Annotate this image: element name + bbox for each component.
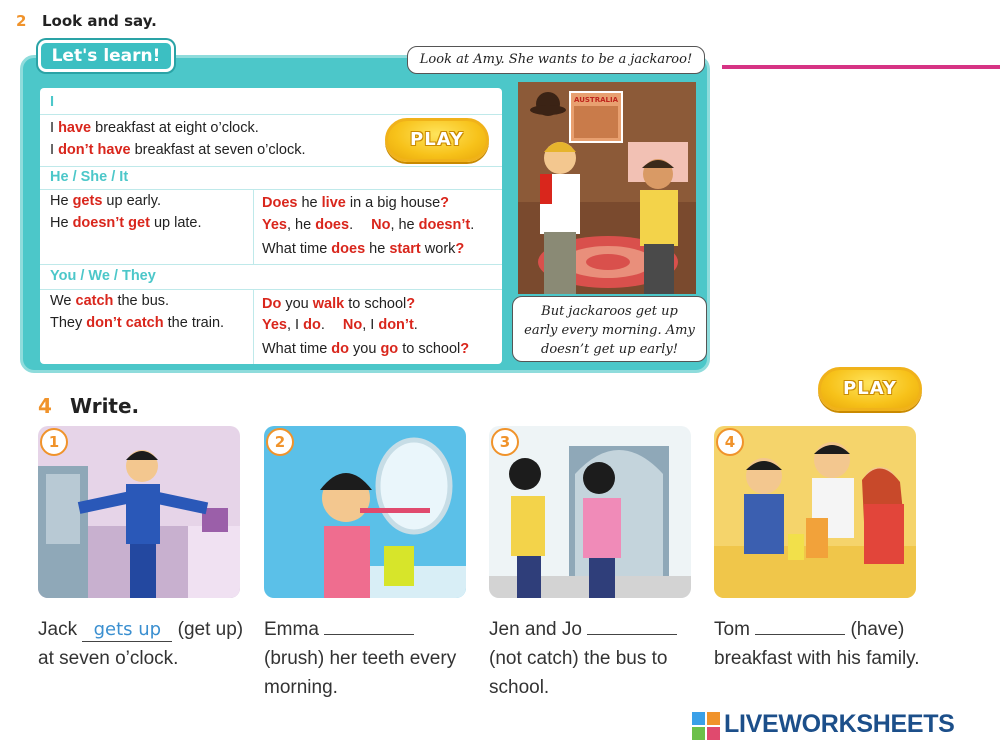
subject-heading-you-we-they: You / We / They — [50, 268, 156, 284]
example-line: We catch the bus. — [50, 293, 170, 309]
poster-text: AUSTRALIA — [574, 96, 618, 104]
logo-icon — [692, 712, 720, 740]
divider — [40, 189, 502, 190]
exercise-number: 3 — [491, 428, 519, 456]
play-button[interactable]: PLAY — [818, 367, 922, 411]
answer-line: Yes, I do. No, I don’t. — [262, 317, 418, 333]
exercise-image-4 — [714, 426, 916, 598]
liveworksheets-logo — [690, 708, 990, 742]
answer-field-3[interactable] — [587, 634, 677, 635]
divider — [40, 166, 502, 167]
exercise-sentence-4: Tom (have) breakfast with his family. — [714, 619, 920, 669]
section-title: Write. — [70, 394, 140, 418]
question-line: Does he live in a big house? — [262, 195, 450, 211]
question-line: What time does he start work? — [262, 241, 465, 257]
example-line: I have breakfast at eight o’clock. — [50, 120, 259, 136]
exercise-number: 4 — [716, 428, 744, 456]
lets-learn-tab: Let's learn! — [38, 40, 174, 72]
example-line: They don’t catch the train. — [50, 315, 225, 331]
exercise-sentence-1: Jack gets up (get up) at seven o’clock. — [38, 619, 244, 669]
divider — [253, 189, 254, 264]
exercise-sentence-2: Emma (brush) her teeth every morning. — [264, 619, 457, 698]
exercise-image-1 — [38, 426, 240, 598]
question-line: What time do you go to school? — [262, 341, 470, 357]
divider — [253, 289, 254, 364]
section-title: Look and say. — [42, 12, 157, 30]
exercise-sentence-3: Jen and Jo (not catch) the bus to school. — [489, 615, 704, 702]
answer-field-1[interactable]: gets up — [82, 619, 172, 642]
answer-field-2[interactable] — [324, 634, 414, 635]
example-line: He gets up early. — [50, 193, 161, 209]
example-line: He doesn’t get up late. — [50, 215, 202, 231]
subject-heading-he-she-it: He / She / It — [50, 169, 129, 185]
divider — [40, 289, 502, 290]
speech-bubble-bottom: But jackaroos get up early every morning. Amy doesn’t get up early! — [512, 296, 707, 362]
brand-text: LIVEWORKSHEETS — [724, 710, 955, 738]
divider — [40, 264, 502, 265]
section-number: 2 — [16, 12, 27, 30]
story-illustration — [518, 82, 696, 294]
section-number: 4 — [38, 394, 52, 418]
exercise-image-3 — [489, 426, 691, 598]
exercise-number: 2 — [266, 428, 294, 456]
exercise-number: 1 — [40, 428, 68, 456]
answer-line: Yes, he does. No, he doesn’t. — [262, 217, 475, 233]
play-button[interactable]: PLAY — [385, 118, 489, 162]
decorative-line — [722, 65, 1000, 69]
divider — [40, 114, 502, 115]
speech-bubble-top: Look at Amy. She wants to be a jackaroo! — [407, 46, 705, 74]
question-line: Do you walk to school? — [262, 296, 416, 312]
example-line: I don’t have breakfast at seven o’clock. — [50, 142, 306, 158]
exercise-image-2 — [264, 426, 466, 598]
subject-heading-i: I — [50, 94, 55, 110]
answer-field-4[interactable] — [755, 634, 845, 635]
